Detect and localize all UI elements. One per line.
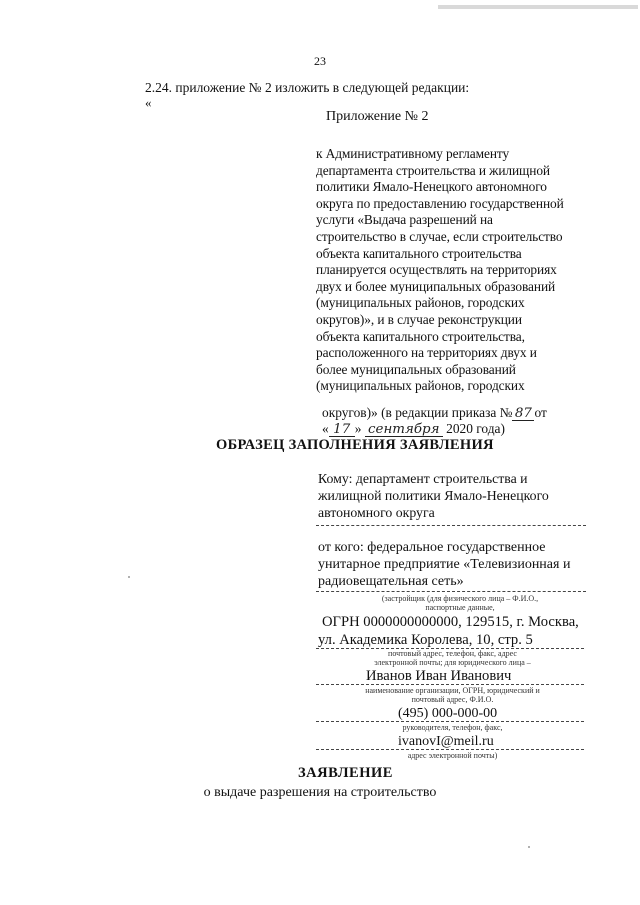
sender-line: унитарное предприятие «Телевизионная и (318, 557, 571, 572)
appendix-line: объекта капитального строительства (316, 245, 522, 261)
appendix-line: к Административному регламенту (316, 146, 510, 161)
appendix-line: округа по предоставлению государственной (316, 195, 564, 211)
amendment-paragraph: 2.24. приложение № 2 изложить в следующей редакции: (145, 80, 470, 95)
appendix-line: округов)», и в случае реконструкции (316, 311, 522, 327)
appendix-line: объекта капитального строительства, (316, 328, 525, 344)
order-year: 2020 года) (446, 421, 505, 436)
hint-developer: (застройщик (для физического лица – Ф.И.О., (381, 594, 539, 603)
appendix-line: планируется осуществлять на территориях (316, 262, 557, 278)
edition-prefix: округов)» (в редакции приказа № (322, 405, 513, 420)
appendix-line: департамента строительства и жилищной (316, 162, 550, 178)
order-number: 87 (512, 407, 534, 421)
address-line: ул. Академика Королева, 10, стр. 5 (318, 632, 533, 648)
addressee-rule (316, 525, 586, 527)
hint-head: руководителя, телефон, факс, (402, 723, 503, 732)
opening-quote: « (145, 95, 152, 110)
sender-block (318, 539, 570, 590)
appendix-line: (муниципальных районов, городских (316, 295, 525, 311)
order-day: 17 (329, 423, 355, 437)
scan-speck (528, 846, 530, 848)
hint-passport: паспортные данные, (425, 603, 495, 612)
phone-number: (495) 000-000-00 (398, 706, 498, 721)
addressee-line: автономного округа (318, 505, 435, 520)
appendix-line: двух и более муниципальных образований (316, 278, 556, 294)
sender-line: радиовещательная сеть» (318, 574, 464, 589)
statement-subtitle: о выдаче разрешения на строительство (203, 785, 437, 800)
scan-speck (128, 576, 130, 578)
sample-title: ОБРАЗЕЦ ЗАПОЛНЕНИЯ ЗАЯВЛЕНИЯ (216, 437, 494, 453)
page-number: 23 (314, 54, 326, 68)
hint-organization: наименование организации, ОГРН, юридический и (365, 686, 540, 695)
addressee-line: жилищной политики Ямало-Ненецкого (318, 488, 549, 503)
sender-line: от кого: федеральное государственное (318, 540, 546, 555)
appendix-line: более муниципальных образований (316, 361, 516, 377)
day-close-quote: » (354, 421, 362, 436)
appendix-line: политики Ямало-Ненецкого автономного (316, 179, 547, 195)
edition-from: от (534, 405, 547, 420)
applicant-name: Иванов Иван Иванович (366, 668, 512, 684)
appendix-title: Приложение № 2 (326, 109, 429, 124)
appendix-reference (316, 146, 614, 395)
sender-rule (316, 591, 586, 593)
email-address: ivanovI@meil.ru (398, 734, 494, 749)
day-open-quote: « (322, 421, 329, 436)
hint-email: адрес электронной почты) (407, 751, 498, 760)
statement-title: ЗАЯВЛЕНИЕ (298, 765, 393, 781)
appendix-line: строительство в случае, если строительство (316, 228, 563, 244)
hint-email-legal: электронной почты; для юридического лица – (374, 658, 531, 667)
ogrn-line: ОГРН 0000000000000, 129515, г. Москва, (322, 614, 579, 630)
appendix-line: расположенного на территориях двух и (316, 345, 537, 361)
appendix-line: (муниципальных районов, городских (316, 378, 525, 394)
scan-edge-mark (438, 5, 638, 9)
order-month: сентября (365, 423, 443, 437)
appendix-line: услуги «Выдача разрешений на (316, 212, 493, 228)
hint-postal: почтовый адрес, телефон, факс, адрес (388, 649, 517, 658)
addressee-line: Кому: департамент строительства и (318, 471, 528, 486)
edition-line (322, 405, 547, 437)
hint-postal-address: почтовый адрес, Ф.И.О. (411, 695, 494, 704)
addressee-block (318, 470, 549, 521)
